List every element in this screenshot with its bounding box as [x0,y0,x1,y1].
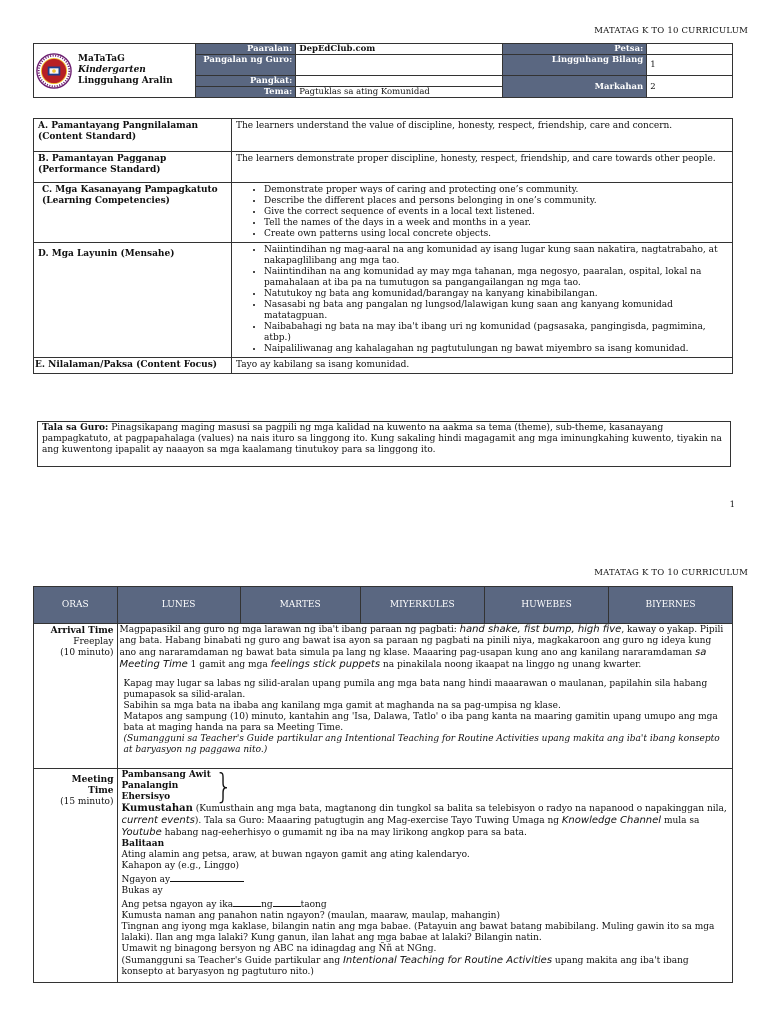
balitaan-line: Umawit ng binagong bersyon ng ABC na idinagdag ang Ññ at NGng. [121,944,437,954]
paaralan-value: DepEdClub.com [296,44,503,55]
competency-item: • Describe the different places and persons belonging in one’s community. [264,196,728,207]
performance-standard-value: The learners demonstrate proper discipline, honesty, respect, friendship, and care towards other people. [232,152,733,183]
routine-item: Pambansang Awit [121,770,211,780]
balitaan-line: Tingnan ang iyong mga kaklase, bilangin natin ang mga babae. (Patayuin ang bawat batang mabibilang. Muling gawin ito sa mga lalaki). Ilan ang mga lalaki? Kung ganun, ilan lahat ang mga babae at lalaki? Bilangin natin. [121,922,715,943]
opening-routine [121,766,729,806]
col-miyerkules: MIYERKULES [360,587,485,624]
balitaan-line: Kahapon ay (e.g., Linggo) [121,861,240,871]
balitaan-line: (Sumangguni sa Teacher's Guide partikular ang Intentional Teaching for Routine Activities upang makita ang iba't ibang konsepto at baryasyon ng pagtuturo nito.) [121,955,689,977]
arrival-time-cell [34,624,118,769]
objective-item: • Naiintindihan na ang komunidad ay may mga tahanan, mga negosyo, paaralan, ospital, lokal na pamahalaan at iba pa na tumutugon sa pangangailangan ng mga tao. [264,267,728,289]
content-focus-value: Tayo ay kabilang sa isang komunidad. [232,358,733,374]
kumustahan-paragraph: Kumustahan (Kumusthain ang mga bata, magtanong din tungkol sa balita sa telebisyon o radyo na napanood o napakinggan nila, current events). Tala sa Guro: Maaaring patugtugin ang Mag-exercise Tayo Tuwing Umaga ng Knowledge Channel mula sa Youtube habang nag-eeherhisyo o gumamit ng iba na may lirikong angkop para sa bata. [121,803,727,838]
objective-item: • Naipaliliwanag ang kahalagahan ng pagtutulungan ng bawat miyembro sa isang komunidad. [264,344,728,355]
balitaan-line: Ating alamin ang petsa, araw, at buwan ngayon gamit ang ating kalendaryo. [121,850,470,860]
teacher-note-label: Tala sa Guro: [42,423,109,433]
curriculum-header-2: MATATAG K TO 10 CURRICULUM [594,568,748,578]
curriculum-header: MATATAG K TO 10 CURRICULUM [594,26,748,36]
brace-icon: } [214,766,233,806]
markahan-label: Markahan [503,76,647,98]
content-standard-value: The learners understand the value of discipline, honesty, respect, friendship, care and concern. [232,119,733,152]
arrival-paragraph-5: (Sumangguni sa Teacher's Guide partikular ang Intentional Teaching for Routine Activities upang makita ang iba't ibang konsepto at baryasyon ng paggawa nito.) [123,734,720,755]
teacher-note [37,421,731,467]
col-oras: ORAS [34,587,118,624]
content-focus-label: E. Nilalaman/Paksa (Content Focus) [34,358,232,374]
arrival-title: Arrival Time [50,626,114,636]
objectives-list [232,243,733,358]
objectives-label: D. Mga Layunin (Mensahe) [34,243,232,358]
deped-seal-icon [36,53,72,89]
meeting-duration: (15 minuto) [60,797,114,807]
petsa-label: Petsa: [503,44,647,55]
competency-item: • Tell the names of the days in a week and months in a year. [264,218,728,229]
arrival-paragraph-1: Magpapasikil ang guro ng mga larawan ng iba't ibang paraan ng pagbati: hand shake, fist bump, high five, kaway o yakap. Pipili ang bata. Habang binabati ng guro ang bawat isa ayon sa paraan ng pagbati na pinili niya, magkakaroon ang guro ng ideya kung ano ang nararamdaman ng bawat bata simula pa lang ng klase. Maaaring pag-usapan kung ano ang kanilang nararamdaman sa Meeting Time 1 gamit ang mga feelings stick puppets na pinakilala noong ikaapat na linggo ng unang kwarter. [119,624,724,670]
arrival-sub: Freeplay [73,637,114,647]
arrival-paragraph-4: Matapos ang sampung (10) minuto, kantahin ang 'Isa, Dalawa, Tatlo' o iba pang kanta na maaring gamitin upang umupo ang mga bata at maging handa na para sa Meeting Time. [123,712,718,733]
standards-table [33,118,733,374]
routine-item: Panalangin [121,781,179,791]
objective-item: • Natutukoy ng bata ang komunidad/barangay na kanyang kinabibilangan. [264,289,728,300]
paaralan-label: Paaralan: [196,44,296,55]
balitaan-line: Kumusta naman ang panahon natin ngayon? (maulan, maaraw, maulap, mahangin) [121,911,500,921]
meeting-title-2: Time [88,786,114,796]
col-biyernes: BIYERNES [609,587,733,624]
lingguhang-label: Lingguhang Bilang [503,55,647,76]
petsa-value [647,44,733,55]
guro-value [296,55,503,76]
col-huwebes: HUWEBES [485,587,609,624]
arrival-paragraph-3: Sabihin sa mga bata na ibaba ang kanilang mga gamit at maghanda na sa pag-umpisa ng klase. [123,701,561,711]
objective-item: • Nasasabi ng bata ang pangalan ng lungsod/lalawigan kung saan ang kanyang komunidad matatagpuan. [264,300,728,322]
competency-item: • Give the correct sequence of events in a local text listened. [264,207,728,218]
lesson-info-table [33,43,733,98]
competency-item: • Create own patterns using local concrete objects. [264,229,728,240]
col-martes: MARTES [240,587,360,624]
objective-item: • Naibabahagi ng bata na may iba't ibang uri ng komunidad (pagsasaka, pangingisda, pagmimina, atbp.) [264,322,728,344]
meeting-time-cell [34,769,118,983]
arrival-duration: (10 minuto) [60,648,114,658]
competencies-label: C. Mga Kasanayang Pampagkatuto (Learning Competencies) [34,183,232,243]
col-lunes: LUNES [117,587,240,624]
balitaan-label: Balitaan [121,839,165,849]
guro-label: Pangalan ng Guro: [196,55,296,76]
competencies-list [232,183,733,243]
arrival-paragraph-2: Kapag may lugar sa labas ng silid-aralan upang pumila ang mga bata nang hindi maaarawan o maulanan, papilahin sila habang pumapasok sa silid-aralan. [123,679,708,700]
meeting-title: Meeting [71,775,114,785]
schedule-table [33,586,733,983]
pangkat-label: Pangkat: [196,76,296,87]
objective-item: • Naiintindihan ng mag-aaral na ang komunidad ay isang lugar kung saan nakatira, nagtatrabaho, at nakapaglilibang ang mga tao. [264,245,728,267]
lingguhang-value: 1 [647,55,733,76]
tema-label: Tema: [196,87,296,98]
balitaan-line: Ngayon ay [122,872,729,886]
markahan-value: 2 [647,76,733,98]
meeting-content [117,766,733,983]
balitaan-line: Bukas ay [121,886,163,896]
balitaan-line: Ang petsa ngayon ay ika ng taong [122,897,729,911]
content-standard-label: A. Pamantayang Pangnilalaman (Content Standard) [34,119,232,152]
teacher-note-text: Pinagsikapang maging masusi sa pagpili ng mga kalidad na kuwento na aakma sa tema (theme), sub-theme, kasanayang pampagkatuto, at pagpapahalaga (values) na nais ituro sa linggong ito. Kung sakaling hindi magagamit ang mga iminungkahing kuwento, tiyakin na ang kuwentong ipapalit ay naaayon sa mga kaalamang tinutukoy para sa linggong ito. [42,423,722,455]
routine-item: Ehersisyo [121,792,171,802]
performance-standard-label: B. Pamantayan Pagganap (Performance Standard) [34,152,232,183]
page-number: 1 [729,500,735,510]
title-line-3: Lingguhang Aralin [78,76,173,86]
competency-item: • Demonstrate proper ways of caring and protecting one’s community. [264,185,728,196]
pangkat-value [296,76,503,87]
tema-value: Pagtuklas sa ating Komunidad [296,87,503,98]
title-line-1: MaTaTaG [78,54,125,64]
title-line-2: Kindergarten [78,65,146,75]
title-cell [34,44,196,98]
arrival-content [117,624,733,769]
